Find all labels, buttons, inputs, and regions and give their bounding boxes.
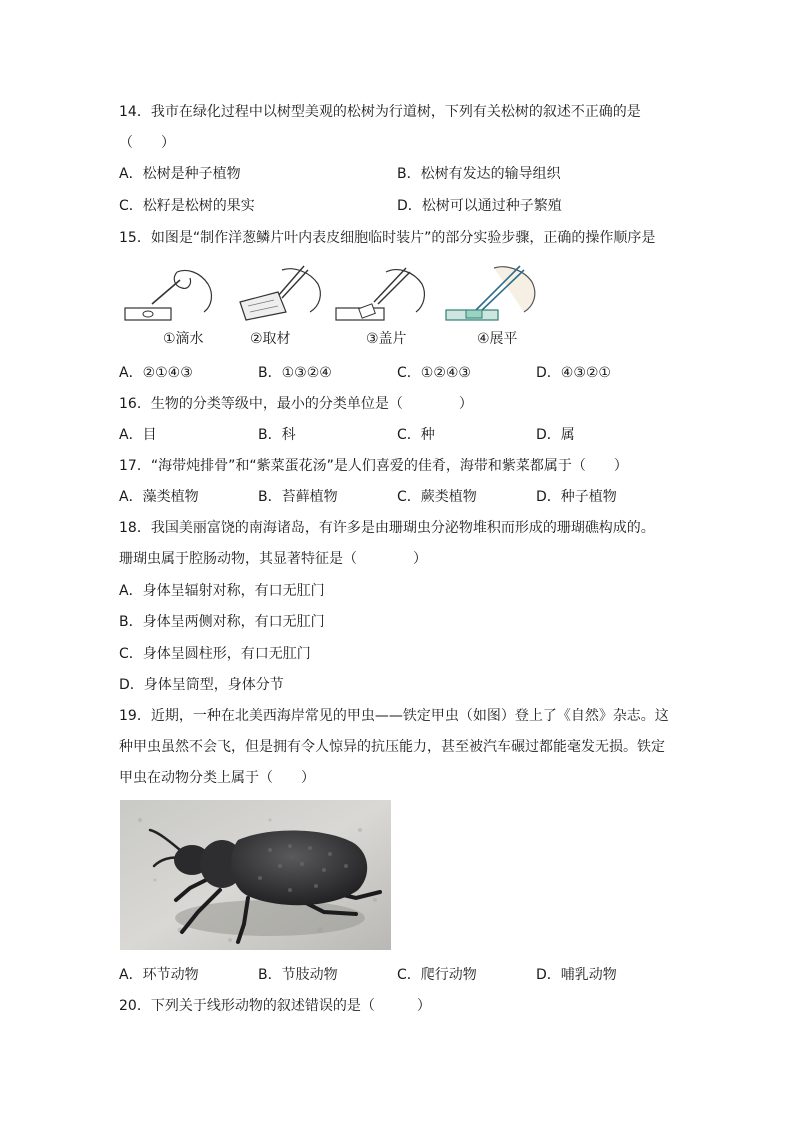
q15-option-d: D．④③②① [536,365,611,381]
q14-stem-line1: 14．我市在绿化过程中以树型美观的松树为行道树，下列有关松树的叙述不正确的是 [119,104,641,120]
q17-option-b: B．苔藓植物 [258,489,338,505]
q17-option-a: A．藻类植物 [119,489,199,505]
q19-option-d: D．哺乳动物 [536,967,617,983]
q14-option-c: C．松籽是松树的果实 [119,198,255,214]
q19-stem-line3: 甲虫在动物分类上属于（ ） [119,770,315,786]
q15-step-1-label: ①滴水 [163,331,204,347]
q15-option-b: B．①③②④ [258,365,332,381]
q14-option-b: B．松树有发达的输导组织 [397,166,561,182]
q18-option-c: C．身体呈圆柱形，有口无肛门 [119,646,311,662]
q20-stem: 20．下列关于线形动物的叙述错误的是（ ） [119,998,431,1014]
q18-option-a: A．身体呈辐射对称，有口无肛门 [119,583,325,599]
q15-option-a: A．②①④③ [119,365,193,381]
q15-stem: 15．如图是“制作洋葱鳞片叶内表皮细胞临时装片”的部分实验步骤，正确的操作顺序是 [119,230,656,246]
q18-option-b: B．身体呈两侧对称，有口无肛门 [119,614,325,630]
q15-step-4-label: ④展平 [477,331,518,347]
spread-flat-icon [440,262,540,324]
q19-option-c: C．爬行动物 [397,967,477,983]
q16-option-d: D．属 [536,427,575,443]
q18-stem-line1: 18．我国美丽富饶的南海诸岛，有许多是由珊瑚虫分泌物堆积而形成的珊瑚礁构成的。 [119,520,655,536]
q17-option-d: D．种子植物 [536,489,617,505]
q17-option-c: C．蕨类植物 [397,489,477,505]
ironclad-beetle-photo [120,800,391,950]
q18-option-d: D．身体呈筒型，身体分节 [119,677,284,693]
q16-option-c: C．种 [397,427,435,443]
q19-stem-line2: 种甲虫虽然不会飞，但是拥有令人惊异的抗压能力，甚至被汽车碾过都能毫发无损。铁定 [119,739,665,755]
q16-stem: 16．生物的分类等级中，最小的分类单位是（ ） [119,396,473,412]
q15-step-3-label: ③盖片 [366,331,407,347]
q18-stem-line2: 珊瑚虫属于腔肠动物，其显著特征是（ ） [119,551,427,567]
q15-step-2-label: ②取材 [250,331,291,347]
q19-stem-line1: 19．近期，一种在北美西海岸常见的甲虫——铁定甲虫（如图）登上了《自然》杂志。这 [119,708,669,724]
tweezers-tissue-icon [230,262,325,324]
q19-option-a: A．环节动物 [119,967,199,983]
cover-slip-icon [334,262,429,324]
dropper-slide-icon [122,262,217,324]
q16-option-a: A．目 [119,427,157,443]
q19-option-b: B．节肢动物 [258,967,338,983]
q15-steps-figure [122,262,542,326]
q16-option-b: B．科 [258,427,296,443]
q17-stem: 17．“海带炖排骨”和“紫菜蛋花汤”是人们喜爱的佳肴，海带和紫菜都属于（ ） [119,458,628,474]
q15-option-c: C．①②④③ [397,365,471,381]
q14-stem-line2: （ ） [119,135,175,151]
q14-option-a: A．松树是种子植物 [119,166,241,182]
q14-option-d: D．松树可以通过种子繁殖 [397,198,562,214]
